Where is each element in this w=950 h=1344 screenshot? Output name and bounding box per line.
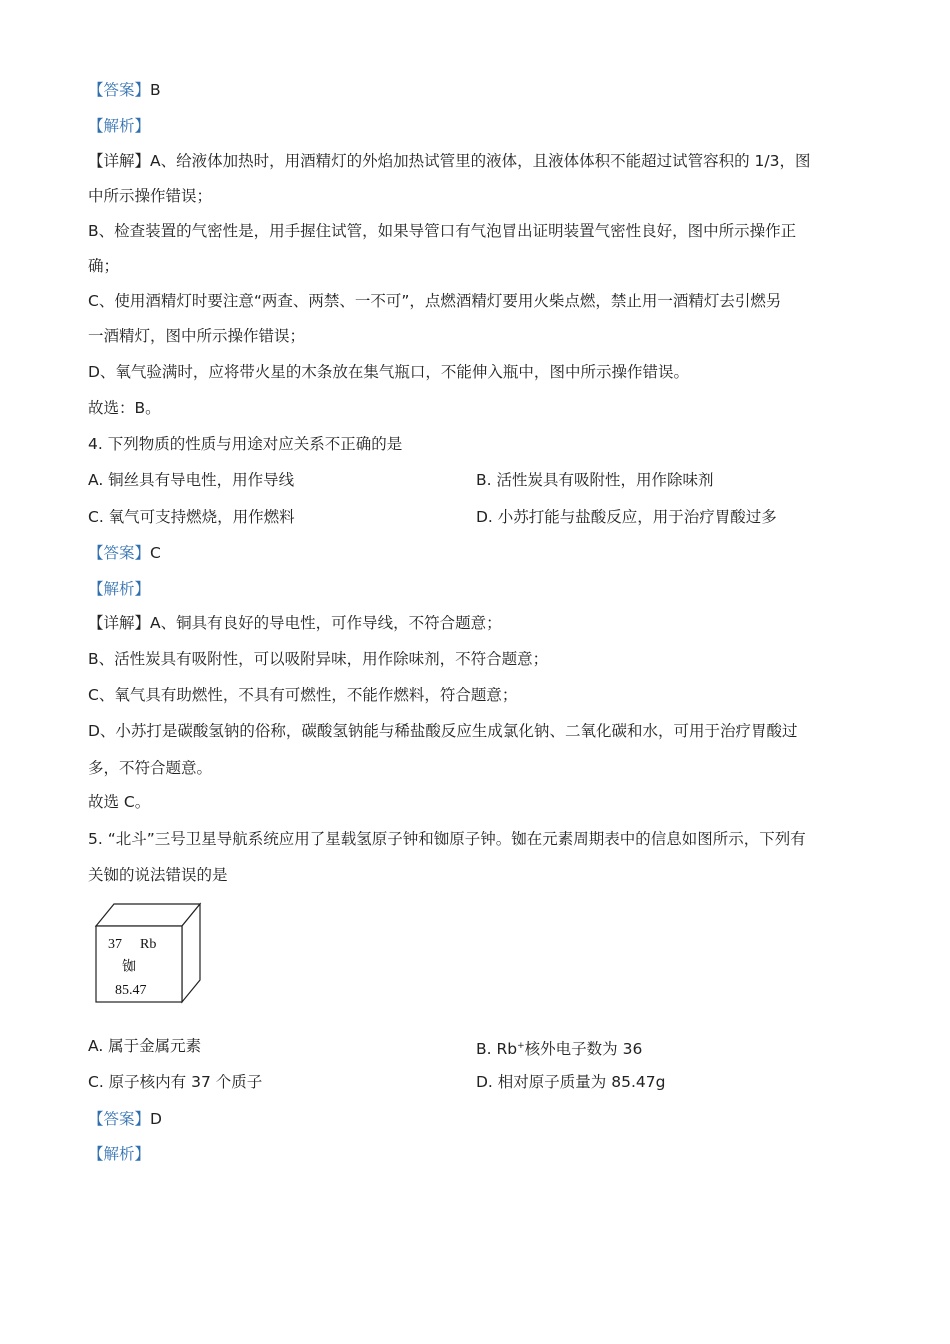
element-mass: 85.47 — [115, 983, 147, 998]
q3-detail-line-2: 中所示操作错误； — [88, 187, 213, 205]
element-cube-figure — [90, 898, 210, 1008]
q4-stem: 4. 下列物质的性质与用途对应关系不正确的是 — [88, 435, 403, 453]
q3-detail-line-3: B、检查装置的气密性是，用手握住试管，如果导管口有气泡冒出证明装置气密性良好，图中所示操作正 — [88, 222, 797, 240]
q5-option-d: D. 相对原子质量为 85.47g — [476, 1073, 666, 1091]
q3-detail-line-5: C、使用酒精灯时要注意“两查、两禁、一不可”，点燃酒精灯要用火柴点燃，禁止用一酒精灯去引燃另 — [88, 292, 782, 310]
q3-detail-line-6: 一酒精灯，图中所示操作错误； — [88, 327, 306, 345]
q3-answer-line — [88, 80, 161, 100]
q4-option-a: A. 铜丝具有导电性，用作导线 — [88, 471, 295, 489]
q3-analysis-tag: 【解析】 — [88, 117, 151, 135]
answer-tag: 【答案】 — [88, 1110, 151, 1128]
q4-option-b: B. 活性炭具有吸附性，用作除味剂 — [476, 471, 714, 489]
q4-detail-line-1: 【详解】A、铜具有良好的导电性，可作导线，不符合题意； — [88, 614, 502, 632]
answer-value: B — [150, 81, 161, 99]
q4-detail-line-5: 多，不符合题意。 — [88, 759, 213, 777]
q5-option-a: A. 属于金属元素 — [88, 1037, 202, 1055]
q5-stem-line-1: 5. “北斗”三号卫星导航系统应用了星载氢原子钟和铷原子钟。铷在元素周期表中的信息如图所示，下列有 — [88, 830, 806, 848]
q4-option-c: C. 氧气可支持燃烧，用作燃料 — [88, 508, 295, 526]
element-cube-svg — [90, 898, 210, 1008]
q4-answer-line — [88, 543, 161, 563]
q4-conclusion: 故选 C。 — [88, 793, 151, 811]
q5-analysis-tag: 【解析】 — [88, 1145, 151, 1163]
q3-detail-line-7: D、氧气验满时，应将带火星的木条放在集气瓶口，不能伸入瓶中，图中所示操作错误。 — [88, 363, 689, 381]
answer-value: C — [150, 544, 161, 562]
q4-detail-line-2: B、活性炭具有吸附性，可以吸附异味，用作除味剂，不符合题意； — [88, 650, 549, 668]
q4-detail-line-4: D、小苏打是碳酸氢钠的俗称，碳酸氢钠能与稀盐酸反应生成氯化钠、二氧化碳和水，可用于治疗胃酸过 — [88, 722, 798, 740]
element-name: 铷 — [122, 959, 136, 975]
q4-detail-line-3: C、氧气具有助燃性，不具有可燃性，不能作燃料，符合题意； — [88, 686, 518, 704]
answer-value: D — [150, 1110, 162, 1128]
element-number: 37 — [108, 937, 122, 952]
q5-option-b: B. Rb+核外电子数为 36 — [476, 1040, 643, 1059]
detail-tag: 【详解】 — [88, 614, 151, 632]
q3-detail-line-4: 确； — [88, 257, 120, 275]
q5-stem-line-2: 关铷的说法错误的是 — [88, 866, 228, 884]
q4-analysis-tag: 【解析】 — [88, 580, 151, 598]
q4-option-d: D. 小苏打能与盐酸反应，用于治疗胃酸过多 — [476, 508, 777, 526]
q5-answer-line — [88, 1109, 162, 1129]
element-symbol: Rb — [140, 937, 157, 952]
q5-option-c: C. 原子核内有 37 个质子 — [88, 1073, 263, 1091]
q3-conclusion: 故选：B。 — [88, 399, 161, 417]
detail-tag: 【详解】 — [88, 152, 151, 170]
q3-detail-line-1: 【详解】A、给液体加热时，用酒精灯的外焰加热试管里的液体，且液体体积不能超过试管容积的 1/3，图 — [88, 152, 811, 170]
answer-tag: 【答案】 — [88, 544, 151, 562]
answer-tag: 【答案】 — [88, 81, 151, 99]
